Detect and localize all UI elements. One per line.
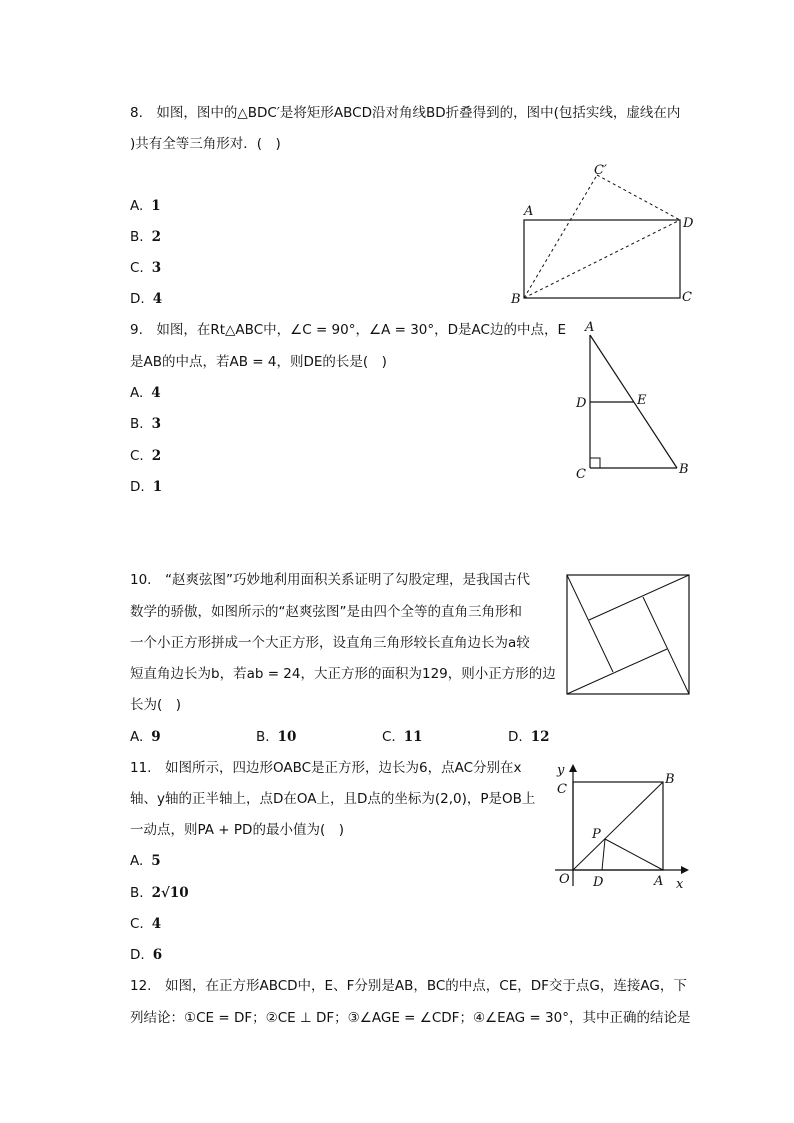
q10-stem-line2: 数学的骄傲，如图所示的“赵爽弦图”是由四个全等的直角三角形和 [130,604,522,620]
segment-c-prime-d [597,175,680,220]
q11-stem-line1: 11. 如图所示，四边形OABC是正方形，边长为6，点AC分别在x [130,760,522,776]
label-b: B [679,462,689,477]
label-a: A [585,320,595,335]
label-a: A [524,204,534,219]
triangle-edge-3 [589,575,689,620]
q10-figure-zhao-shuang-diagram [566,573,691,696]
q9-stem-line2: 是AB的中点，若AB = 4，则DE的长是( ) [130,354,387,370]
triangle-edge-1 [567,649,667,694]
q10-option-b[interactable]: B. 10 [256,729,297,745]
segment-bc-prime [524,175,597,298]
label-c-prime: C′ [594,163,607,178]
right-angle-mark [590,458,600,468]
diagonal-ob [573,782,663,870]
label-x: x [676,877,684,892]
q10-stem-line1: 10. “赵爽弦图”巧妙地利用面积关系证明了勾股定理，是我国古代 [130,572,530,588]
q8-stem-line1: 8. 如图，图中的△BDC′是将矩形ABCD沿对角线BD折叠得到的，图中(包括实线，虚线在内 [130,105,681,121]
segment-pd [602,839,605,870]
q11-stem-line2: 轴、y轴的正半轴上，点D在OA上，且D点的坐标为(2,0)，P是OB上 [130,791,536,807]
q10-stem-line4: 短直角边长为b，若ab = 24，大正方形的面积为129，则小正方形的边 [130,666,556,682]
label-b: B [665,772,675,787]
q9-option-b[interactable]: B. 3 [130,416,161,432]
label-c: C [557,782,567,797]
label-c: C [576,467,586,482]
label-d: D [593,875,604,890]
q12-stem-line1: 12. 如图，在正方形ABCD中，E、F分别是AB，BC的中点，CE，DF交于点G，连接AG，下 [130,978,687,994]
q10-stem-line3: 一个小正方形拼成一个大正方形，设直角三角形较长直角边长为a较 [130,635,530,651]
q9-option-a[interactable]: A. 4 [130,385,161,401]
q9-option-d[interactable]: D. 1 [130,479,163,495]
segment-pa [605,839,663,870]
q11-option-b[interactable]: B. 2√10 [130,885,189,901]
label-e: E [637,393,647,408]
q8-option-a[interactable]: A. 1 [130,198,161,214]
label-d: D [683,216,694,231]
q8-option-c[interactable]: C. 3 [130,260,162,276]
q10-stem-line5: 长为( ) [130,697,182,713]
label-a: A [654,874,664,889]
label-b: B [511,292,521,307]
y-axis-arrow [569,764,577,772]
diagonal-bd [524,220,680,298]
label-c: C [682,290,692,305]
q8-figure-folded-rectangle [505,160,705,310]
q10-option-d[interactable]: D. 12 [508,729,550,745]
q9-stem-line1: 9. 如图，在Rt△ABC中，∠C = 90°，∠A = 30°，D是AC边的中点，E [130,322,566,338]
q12-stem-line2: 列结论：①CE = DF；②CE ⊥ DF；③∠AGE = ∠CDF；④∠EAG = 30°，其中正确的结论是 [130,1010,691,1026]
q11-figure-coordinate-square [535,758,695,893]
q8-option-d[interactable]: D. 4 [130,291,163,307]
q11-option-a[interactable]: A. 5 [130,853,161,869]
q11-option-d[interactable]: D. 6 [130,947,163,963]
large-square [567,575,689,694]
q11-option-c[interactable]: C. 4 [130,916,162,932]
q11-stem-line3: 一动点，则PA + PD的最小值为( ) [130,822,344,838]
label-o: O [559,872,570,887]
x-axis-arrow [681,866,689,874]
label-p: P [592,827,601,842]
q10-option-a[interactable]: A. 9 [130,729,161,745]
q8-option-b[interactable]: B. 2 [130,229,161,245]
triangle-edge-4 [567,575,613,672]
q9-option-c[interactable]: C. 2 [130,448,162,464]
q9-figure-right-triangle [570,315,700,485]
q8-stem-line2: )共有全等三角形对．( ) [130,136,281,152]
label-d: D [576,396,587,411]
triangle-edge-2 [643,597,689,694]
q10-option-c[interactable]: C. 11 [382,729,423,745]
label-y: y [557,763,565,778]
